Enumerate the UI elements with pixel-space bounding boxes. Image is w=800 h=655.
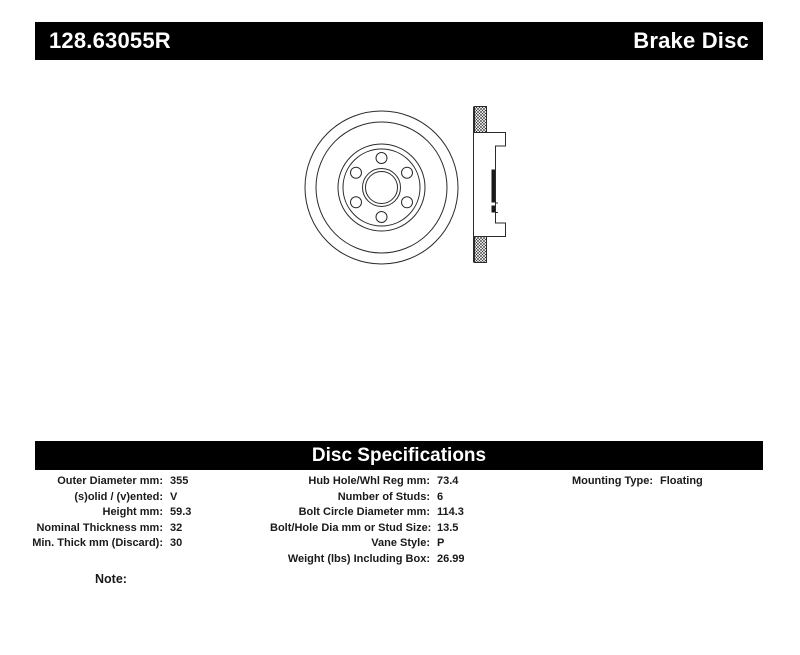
spec-value: 30 — [170, 537, 183, 549]
bottom-friction-ring-section — [475, 237, 487, 263]
spec-value: 26.99 — [437, 552, 465, 565]
spec-row-vane-style — [270, 536, 465, 552]
hat-profile-outline — [487, 133, 506, 237]
spec-value: P — [437, 537, 445, 549]
spec-row-outer-diameter — [20, 474, 191, 490]
spec-row-height — [20, 505, 191, 521]
top-friction-ring-section — [475, 107, 487, 133]
spec-label: Min. Thick mm (Discard): — [32, 537, 163, 549]
spec-value: V — [170, 490, 178, 503]
hat-outer-circle — [338, 144, 425, 231]
stud-hole — [402, 167, 413, 178]
part-number: 128.63055R — [49, 28, 171, 53]
spec-value: 73.4 — [437, 475, 459, 487]
stud-hole — [376, 212, 387, 223]
spec-value: 114.3 — [437, 506, 464, 518]
spec-label: Number of Studs: — [337, 490, 430, 503]
spec-label: Weight (lbs) Including Box: — [287, 552, 430, 565]
spec-label: Height mm: — [102, 506, 163, 518]
hub-hole-outer-circle — [363, 169, 401, 207]
disc-specifications-bar — [35, 441, 763, 470]
spec-row-weight — [270, 552, 465, 568]
spec-label: Nominal Thickness mm: — [36, 521, 163, 534]
hub-hole-inner-circle — [366, 172, 398, 204]
spec-value: 355 — [170, 475, 189, 487]
spec-label: Mounting Type: — [571, 475, 653, 487]
spec-column-left — [20, 474, 191, 552]
hat-inner-circle — [343, 149, 420, 226]
spec-row-number-of-studs — [270, 490, 465, 506]
spec-row-bolt-circle-diameter — [270, 505, 465, 521]
spec-value: 59.3 — [170, 506, 192, 518]
stud-hole — [376, 153, 387, 164]
stud-hole — [402, 197, 413, 208]
spec-row-solid-vented — [20, 490, 191, 506]
spec-label: Vane Style: — [371, 537, 430, 549]
stud-hole — [351, 167, 362, 178]
spec-label: Bolt Circle Diameter mm: — [298, 506, 430, 518]
spec-value: 32 — [170, 521, 183, 534]
note-label: Note: — [95, 572, 127, 586]
header-bar — [35, 22, 763, 60]
spec-label: Hub Hole/Whl Reg mm: — [308, 475, 430, 487]
disc-side-section-view — [474, 107, 506, 263]
outer-diameter-circle — [305, 111, 458, 264]
spec-row-bolt-hole-dia — [270, 521, 465, 537]
disc-specifications-title: Disc Specifications — [311, 444, 487, 466]
spec-value: Floating — [660, 475, 703, 487]
stud-hole — [351, 197, 362, 208]
brake-disc-technical-drawing — [295, 100, 515, 275]
spec-label: Bolt/Hole Dia mm or Stud Size: — [270, 521, 432, 534]
friction-surface-inner-circle — [316, 122, 447, 253]
spec-row-hub-hole — [270, 474, 465, 490]
disc-front-view — [305, 111, 458, 264]
spec-value: 6 — [437, 490, 444, 503]
spec-label: Outer Diameter mm: — [57, 475, 163, 487]
spec-column-right — [540, 474, 703, 490]
spec-row-min-thickness — [20, 536, 191, 552]
spec-column-middle — [270, 474, 465, 567]
spec-label: (s)olid / (v)ented: — [74, 490, 163, 503]
spec-value: 13.5 — [437, 521, 459, 534]
product-type-title: Brake Disc — [633, 28, 749, 53]
spec-row-mounting-type — [540, 474, 703, 490]
spec-row-nominal-thickness — [20, 521, 191, 537]
stud-holes — [351, 153, 413, 223]
mounting-face-edge — [492, 170, 496, 213]
